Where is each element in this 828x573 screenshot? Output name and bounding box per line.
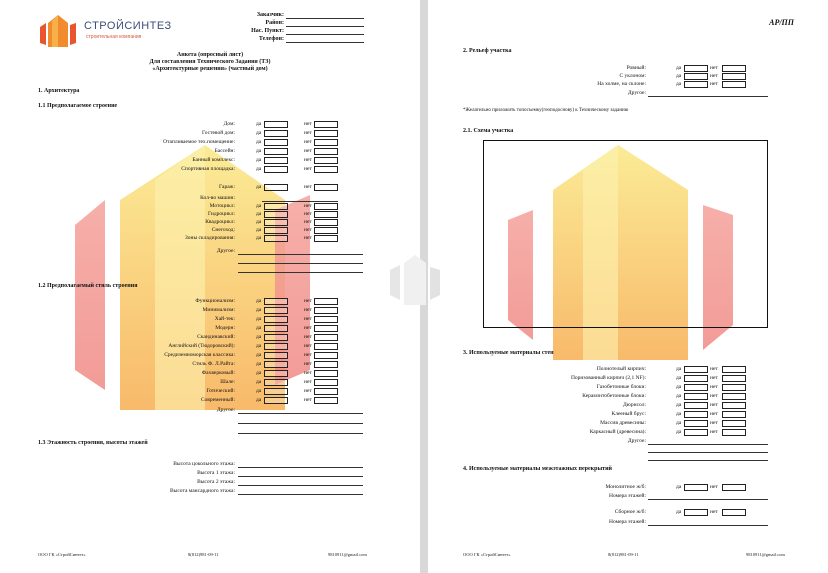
wall-label: Керамзитобетонные блоки: (582, 393, 646, 399)
wall-option-yes-box[interactable] (684, 411, 708, 418)
floor-label: Высота 2 этажа: (197, 479, 235, 485)
section-style-title: 1.2 Предполагаемый стиль строения (38, 283, 138, 289)
left-option-yes-box[interactable] (264, 361, 288, 368)
left-option-yes-label: да (256, 157, 262, 163)
left-option-no-label: нет (304, 370, 312, 376)
relief-other-line[interactable] (648, 96, 768, 97)
left-option-yes-label: да (256, 298, 262, 304)
left-option-yes-box[interactable] (264, 148, 288, 155)
footer-company: ООО ГК «СтройСинтез» (463, 552, 511, 557)
left-option-no-box[interactable] (314, 139, 338, 146)
floor-label: Высота цокольного этажа: (173, 461, 235, 467)
wall-option-no-label: нет (710, 366, 718, 372)
other-line[interactable] (238, 254, 363, 255)
wall-option-yes-label: да (676, 402, 682, 408)
left-option-no-box[interactable] (314, 307, 338, 314)
left-option-no-label: нет (304, 361, 312, 367)
left-option-no-label: нет (304, 121, 312, 127)
floor-label: Высота 1 этажа: (197, 470, 235, 476)
building-label: Отапливаемое тех.помещение: (163, 139, 235, 145)
left-option-no-label: нет (304, 184, 312, 190)
left-option-no-box[interactable] (314, 370, 338, 377)
footer-email: 9810911@gmail.com (746, 552, 785, 557)
left-option-yes-label: да (256, 352, 262, 358)
slab-option-no-box[interactable] (722, 509, 746, 516)
left-option-no-label: нет (304, 139, 312, 145)
walls-other-line[interactable] (648, 444, 768, 445)
left-option-no-box[interactable] (314, 227, 338, 234)
wall-option-no-label: нет (710, 375, 718, 381)
garage-label: Квадроцикл: (205, 219, 235, 225)
wall-option-no-box[interactable] (722, 375, 746, 382)
left-option-no-label: нет (304, 343, 312, 349)
left-option-yes-box[interactable] (264, 121, 288, 128)
wall-option-yes-label: да (676, 429, 682, 435)
left-option-yes-label: да (256, 388, 262, 394)
form-title-line2: Для составления Технического Задания (ТЗ) (149, 59, 271, 65)
left-option-yes-box[interactable] (264, 334, 288, 341)
left-option-no-box[interactable] (314, 397, 338, 404)
left-option-yes-label: да (256, 325, 262, 331)
left-option-no-box[interactable] (314, 316, 338, 323)
wall-option-no-label: нет (710, 384, 718, 390)
section-walls-title: 3. Используемые материалы стен (463, 350, 554, 356)
form-title-line3: «Архитектурные решения» (частный дом) (152, 66, 268, 72)
garage-label: Кол-во машин: (200, 195, 235, 201)
walls-other-label: Другое: (627, 438, 646, 444)
relief-option-no-box[interactable] (722, 73, 746, 80)
left-option-no-box[interactable] (314, 121, 338, 128)
wall-option-yes-label: да (676, 384, 682, 390)
left-option-no-label: нет (304, 307, 312, 313)
relief-label: На холме, на склоне: (597, 81, 646, 87)
slab-precast-label: Сборное ж/б: (614, 509, 646, 515)
floor-line[interactable] (238, 494, 363, 495)
district-label: Район: (265, 20, 284, 26)
relief-other-label: Другое: (627, 90, 646, 96)
left-option-yes-label: да (256, 211, 262, 217)
floor-line[interactable] (238, 467, 363, 468)
other-line[interactable] (238, 263, 363, 264)
wall-option-yes-label: да (676, 366, 682, 372)
style-label: Английский (Тюдоровский): (168, 343, 235, 349)
building-label: Гостевой дом: (202, 130, 235, 136)
brand-name: СТРОЙСИНТЕЗ (84, 20, 172, 32)
style-label: Функционализм: (195, 298, 235, 304)
footer-company: ООО ГК «СтройСинтез» (38, 552, 86, 557)
left-option-no-box[interactable] (314, 203, 338, 210)
wall-option-yes-label: да (676, 393, 682, 399)
section-building-title: 1.1 Предполагаемое строение (38, 103, 118, 109)
left-option-no-label: нет (304, 388, 312, 394)
locality-label: Нас. Пункт: (251, 28, 284, 34)
relief-option-no-label: нет (710, 81, 718, 87)
relief-option-yes-box[interactable] (684, 81, 708, 88)
floor-label: Высота мансардного этажа: (169, 488, 235, 494)
wall-option-no-box[interactable] (722, 402, 746, 409)
district-line[interactable] (286, 26, 364, 27)
building-label: Дом: (223, 121, 235, 127)
center-building-icon (380, 245, 450, 315)
style-other-label: Другое: (216, 407, 235, 413)
left-option-yes-box[interactable] (264, 157, 288, 164)
building-label: Бассейн: (214, 148, 235, 154)
left-option-no-label: нет (304, 334, 312, 340)
left-option-no-label: нет (304, 157, 312, 163)
relief-option-yes-box[interactable] (684, 73, 708, 80)
left-option-no-box[interactable] (314, 211, 338, 218)
left-option-no-label: нет (304, 397, 312, 403)
left-option-yes-box[interactable] (264, 219, 288, 226)
wall-option-yes-label: да (676, 420, 682, 426)
company-logo-icon (38, 13, 82, 49)
customer-line[interactable] (286, 18, 364, 19)
relief-option-yes-label: да (676, 73, 682, 79)
slab-precast-floors-label: Номера этажей: (608, 519, 646, 525)
other-label: Другое: (216, 248, 235, 254)
left-option-yes-box[interactable] (264, 211, 288, 218)
locality-line[interactable] (286, 34, 364, 35)
relief-label: С уклоном: (619, 73, 646, 79)
wall-option-no-label: нет (710, 402, 718, 408)
left-option-yes-box[interactable] (264, 298, 288, 305)
slab-option-no-label: нет (710, 509, 718, 515)
left-option-no-box[interactable] (314, 352, 338, 359)
left-option-no-box[interactable] (314, 334, 338, 341)
phone-label: Телефон: (258, 36, 284, 42)
slab-monolith-floors-line[interactable] (648, 499, 768, 500)
wall-option-yes-box[interactable] (684, 384, 708, 391)
brand-tagline: строительная компания (86, 34, 142, 40)
left-option-yes-label: да (256, 203, 262, 209)
wall-option-no-box[interactable] (722, 411, 746, 418)
garage-label: Гараж: (218, 184, 235, 190)
left-option-yes-box[interactable] (264, 166, 288, 173)
slab-option-yes-label: да (676, 509, 682, 515)
wall-label: Полнотелый кирпич: (596, 366, 646, 372)
style-label: Стиль Ф. Л.Райта: (192, 361, 235, 367)
left-option-yes-label: да (256, 307, 262, 313)
left-option-yes-box[interactable] (264, 130, 288, 137)
left-option-yes-box[interactable] (264, 352, 288, 359)
relief-option-no-label: нет (710, 73, 718, 79)
footer-phone: 8(812)981-09-11 (188, 552, 219, 557)
garage-label: Зоны складирования: (185, 235, 235, 241)
left-option-yes-box[interactable] (264, 388, 288, 395)
style-label: Готический: (206, 388, 235, 394)
left-option-no-box[interactable] (314, 130, 338, 137)
relief-label: Ровный: (626, 65, 646, 71)
left-option-yes-label: да (256, 148, 262, 154)
garage-label: Мотоцикл: (209, 203, 235, 209)
left-option-yes-box[interactable] (264, 397, 288, 404)
garage-label: Снегоход: (211, 227, 235, 233)
relief-option-no-box[interactable] (722, 65, 746, 72)
wall-option-no-label: нет (710, 429, 718, 435)
left-option-no-box[interactable] (314, 184, 338, 191)
wall-option-no-box[interactable] (722, 366, 746, 373)
document-code: АР/ПП (769, 18, 794, 27)
left-option-yes-box[interactable] (264, 227, 288, 234)
slab-option-no-label: нет (710, 484, 718, 490)
wall-label: Дюрисол: (623, 402, 646, 408)
left-option-no-label: нет (304, 379, 312, 385)
left-option-yes-box[interactable] (264, 235, 288, 242)
left-option-yes-box[interactable] (264, 184, 288, 191)
wall-option-yes-label: да (676, 375, 682, 381)
left-option-yes-box[interactable] (264, 343, 288, 350)
relief-option-no-box[interactable] (722, 81, 746, 88)
left-option-no-box[interactable] (314, 235, 338, 242)
relief-option-no-label: нет (710, 65, 718, 71)
left-option-yes-label: да (256, 121, 262, 127)
footer-phone: 8(812)981-09-11 (608, 552, 639, 557)
wall-option-no-box[interactable] (722, 384, 746, 391)
wall-option-yes-box[interactable] (684, 393, 708, 400)
left-option-yes-box[interactable] (264, 307, 288, 314)
left-option-yes-box[interactable] (264, 316, 288, 323)
wall-option-yes-box[interactable] (684, 420, 708, 427)
style-label: Средиземноморская классика: (164, 352, 235, 358)
left-option-no-label: нет (304, 298, 312, 304)
left-option-yes-box[interactable] (264, 379, 288, 386)
wall-option-yes-box[interactable] (684, 429, 708, 436)
left-option-yes-label: да (256, 139, 262, 145)
wall-option-no-label: нет (710, 420, 718, 426)
slab-precast-floors-line[interactable] (648, 525, 768, 526)
left-option-no-label: нет (304, 219, 312, 225)
style-label: Фахверковый: (201, 370, 235, 376)
style-label: Модерн: (215, 325, 235, 331)
walls-other-line[interactable] (648, 460, 768, 461)
left-option-no-label: нет (304, 166, 312, 172)
style-other-line[interactable] (238, 423, 363, 424)
left-option-no-label: нет (304, 211, 312, 217)
left-option-yes-label: да (256, 334, 262, 340)
other-line[interactable] (238, 272, 363, 273)
style-label: Шале: (220, 379, 235, 385)
left-option-no-box[interactable] (314, 298, 338, 305)
wall-option-no-box[interactable] (722, 429, 746, 436)
section-relief-title: 2. Рельеф участка (463, 48, 512, 54)
wall-label: Массив древесины: (600, 420, 646, 426)
cars-count-line[interactable] (262, 201, 338, 202)
left-option-yes-label: да (256, 379, 262, 385)
left-option-yes-box[interactable] (264, 203, 288, 210)
garage-label: Гидроцикл: (207, 211, 235, 217)
form-title-line1: Анкета (опросный лист) (176, 52, 244, 58)
left-option-yes-label: да (256, 235, 262, 241)
left-option-no-label: нет (304, 235, 312, 241)
left-option-yes-label: да (256, 343, 262, 349)
slab-monolith-floors-label: Номера этажей: (608, 493, 646, 499)
wall-label: Поризованный кирпич (2,1 NF): (570, 375, 646, 381)
building-label: Банный комплекс: (192, 157, 235, 163)
wall-label: Клееный брус: (611, 411, 646, 417)
left-option-no-label: нет (304, 148, 312, 154)
style-label: Хай-тек: (214, 316, 235, 322)
left-option-yes-label: да (256, 219, 262, 225)
wall-option-no-box[interactable] (722, 420, 746, 427)
slab-option-yes-label: да (676, 484, 682, 490)
left-option-no-label: нет (304, 130, 312, 136)
left-option-no-box[interactable] (314, 325, 338, 332)
style-label: Минимализм: (202, 307, 235, 313)
left-option-yes-label: да (256, 130, 262, 136)
left-option-yes-box[interactable] (264, 139, 288, 146)
footer-email: 9810911@gmail.com (328, 552, 367, 557)
floor-line[interactable] (238, 485, 363, 486)
customer-label: Заказчик: (256, 12, 284, 18)
left-option-no-label: нет (304, 316, 312, 322)
left-option-no-box[interactable] (314, 361, 338, 368)
left-option-yes-box[interactable] (264, 370, 288, 377)
relief-option-yes-box[interactable] (684, 65, 708, 72)
site-scheme-frame[interactable] (483, 140, 768, 328)
wall-label: Газобетонные блоки: (596, 384, 646, 390)
slab-option-yes-box[interactable] (684, 484, 708, 491)
section-floors-title: 1.3 Этажность строения, высоты этажей (38, 440, 148, 446)
phone-line[interactable] (286, 42, 364, 43)
left-option-no-box[interactable] (314, 343, 338, 350)
slab-monolith-label: Монолитное ж/б: (605, 484, 646, 490)
section-architecture-title: 1. Архитектура (38, 88, 80, 94)
walls-other-line[interactable] (648, 452, 768, 453)
left-option-yes-box[interactable] (264, 325, 288, 332)
left-option-no-box[interactable] (314, 148, 338, 155)
wall-option-yes-box[interactable] (684, 375, 708, 382)
style-label: Современный: (200, 397, 235, 403)
wall-option-yes-label: да (676, 411, 682, 417)
left-option-yes-label: да (256, 397, 262, 403)
building-label: Спортивная площадка: (181, 166, 235, 172)
style-label: Скандинавский: (197, 334, 235, 340)
left-option-yes-label: да (256, 370, 262, 376)
left-option-yes-label: да (256, 361, 262, 367)
left-option-no-box[interactable] (314, 219, 338, 226)
left-option-no-box[interactable] (314, 388, 338, 395)
style-other-line[interactable] (238, 433, 363, 434)
page-right (428, 0, 828, 573)
floor-line[interactable] (238, 476, 363, 477)
left-option-no-label: нет (304, 325, 312, 331)
relief-option-yes-label: да (676, 65, 682, 71)
left-option-no-box[interactable] (314, 157, 338, 164)
wall-option-yes-box[interactable] (684, 366, 708, 373)
wall-option-no-label: нет (710, 411, 718, 417)
left-option-yes-label: да (256, 316, 262, 322)
style-other-line[interactable] (238, 413, 363, 414)
wall-option-yes-box[interactable] (684, 402, 708, 409)
left-option-yes-label: да (256, 227, 262, 233)
relief-option-yes-label: да (676, 81, 682, 87)
section-site-title: 2.1. Схема участка (463, 128, 514, 134)
left-option-no-box[interactable] (314, 166, 338, 173)
topo-note: *Желательно приложить топосъемку(геоподоснову) к Техническому заданию (463, 108, 629, 113)
left-option-no-label: нет (304, 352, 312, 358)
left-option-no-label: нет (304, 227, 312, 233)
wall-option-no-label: нет (710, 393, 718, 399)
left-option-yes-label: да (256, 166, 262, 172)
left-option-no-box[interactable] (314, 379, 338, 386)
left-option-yes-label: да (256, 184, 262, 190)
wall-option-no-box[interactable] (722, 393, 746, 400)
left-option-no-label: нет (304, 203, 312, 209)
section-slabs-title: 4. Используемые материалы межэтажных перекрытий (463, 466, 613, 472)
slab-option-yes-box[interactable] (684, 509, 708, 516)
slab-option-no-box[interactable] (722, 484, 746, 491)
wall-label: Каркасный (древесина): (589, 429, 646, 435)
